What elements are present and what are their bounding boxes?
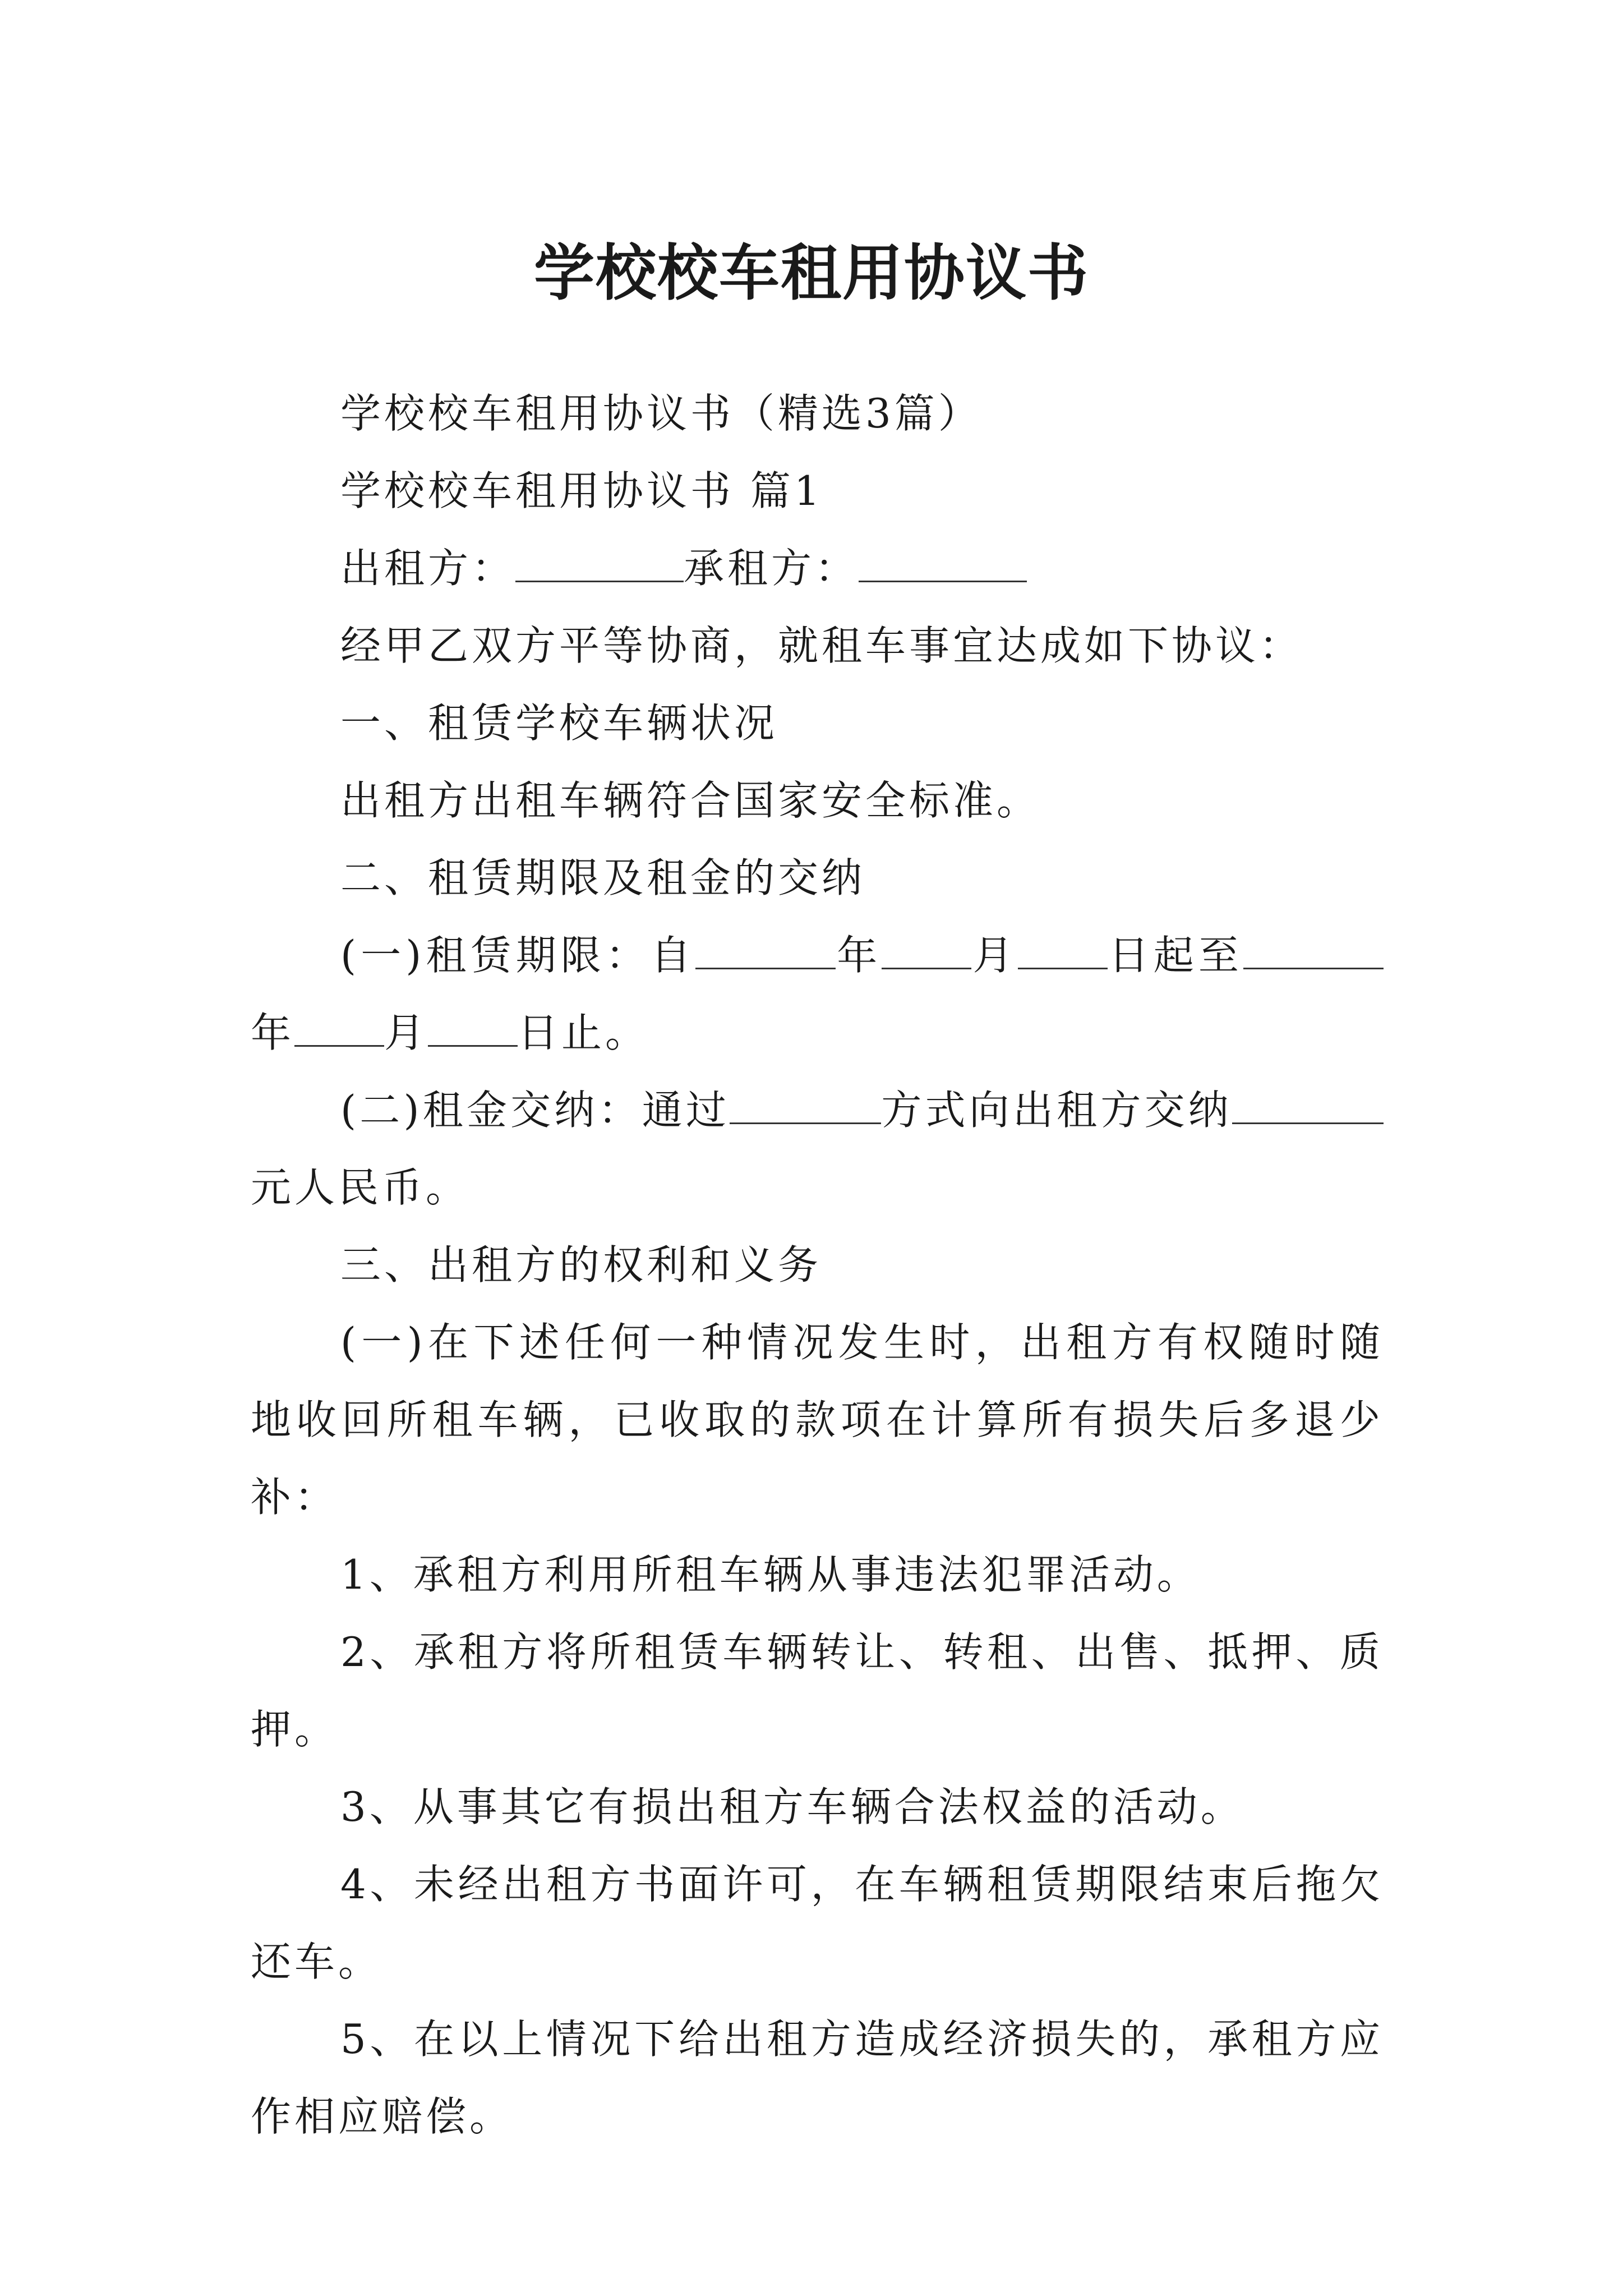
term-day-from-label: 日起至 bbox=[1107, 932, 1243, 979]
payment-method-blank bbox=[730, 1088, 881, 1124]
start-month-blank bbox=[882, 933, 971, 969]
rent-prefix: (二)租金交纳：通过 bbox=[340, 1087, 730, 1134]
section2-heading: 二、租赁期限及租金的交纳 bbox=[340, 854, 866, 901]
part-heading: 学校校车租用协议书 篇1 bbox=[340, 467, 823, 514]
term-year-label: 年 bbox=[836, 932, 882, 979]
end-day-blank bbox=[428, 1010, 518, 1047]
document-body bbox=[251, 375, 1384, 2155]
term-month2-label: 月 bbox=[384, 1009, 428, 1056]
document-title: 学校校车租用协议书 bbox=[533, 238, 1089, 309]
lessor-label: 出租方： bbox=[340, 545, 516, 592]
term-year2-label: 年 bbox=[251, 1009, 295, 1056]
lessor-blank bbox=[515, 546, 684, 582]
intro-paragraph: 经甲乙双方平等协商，就租车事宜达成如下协议： bbox=[340, 622, 1303, 669]
rent-middle: 方式向出租方交纳 bbox=[881, 1087, 1232, 1134]
term-month-label: 月 bbox=[971, 932, 1018, 979]
list-item: 3、从事其它有损出租方车辆合法权益的活动。 bbox=[340, 1783, 1244, 1830]
lease-term-paragraph bbox=[251, 917, 1384, 1071]
section1-text: 出租方出租车辆符合国家安全标准。 bbox=[340, 777, 1041, 824]
start-year-blank bbox=[695, 933, 836, 969]
start-day-blank bbox=[1018, 933, 1108, 969]
section3-text: (一)在下述任何一种情况发生时，出租方有权随时随地收回所租车辆，已收取的款项在计算所有损失后多退少补： bbox=[251, 1319, 1384, 1521]
list-item: 5、在以上情况下给出租方造成经济损失的，承租方应作相应赔偿。 bbox=[251, 2016, 1384, 2140]
list-item: 2、承租方将所租赁车辆转让、转租、出售、抵押、质押。 bbox=[251, 1628, 1384, 1753]
rent-payment-paragraph bbox=[251, 1071, 1384, 1226]
subtitle: 学校校车租用协议书（精选3篇） bbox=[340, 390, 982, 437]
section3-heading: 三、出租方的权利和义务 bbox=[340, 1241, 822, 1289]
term-day-end-label: 日止。 bbox=[518, 1009, 649, 1056]
term-prefix: (一)租赁期限：自 bbox=[340, 932, 696, 979]
rent-amount-blank bbox=[1232, 1088, 1384, 1124]
list-item: 1、承租方利用所租车辆从事违法犯罪活动。 bbox=[340, 1551, 1201, 1598]
lessee-label: 承租方： bbox=[684, 545, 859, 592]
lessee-blank bbox=[859, 546, 1027, 582]
rent-suffix: 元人民币。 bbox=[251, 1164, 470, 1211]
section1-heading: 一、租赁学校车辆状况 bbox=[340, 700, 778, 747]
end-year-blank bbox=[1243, 933, 1384, 969]
list-item: 4、未经出租方书面许可，在车辆租赁期限结束后拖欠还车。 bbox=[251, 1861, 1384, 1985]
parties-line bbox=[251, 530, 1384, 607]
end-month-blank bbox=[294, 1010, 384, 1047]
